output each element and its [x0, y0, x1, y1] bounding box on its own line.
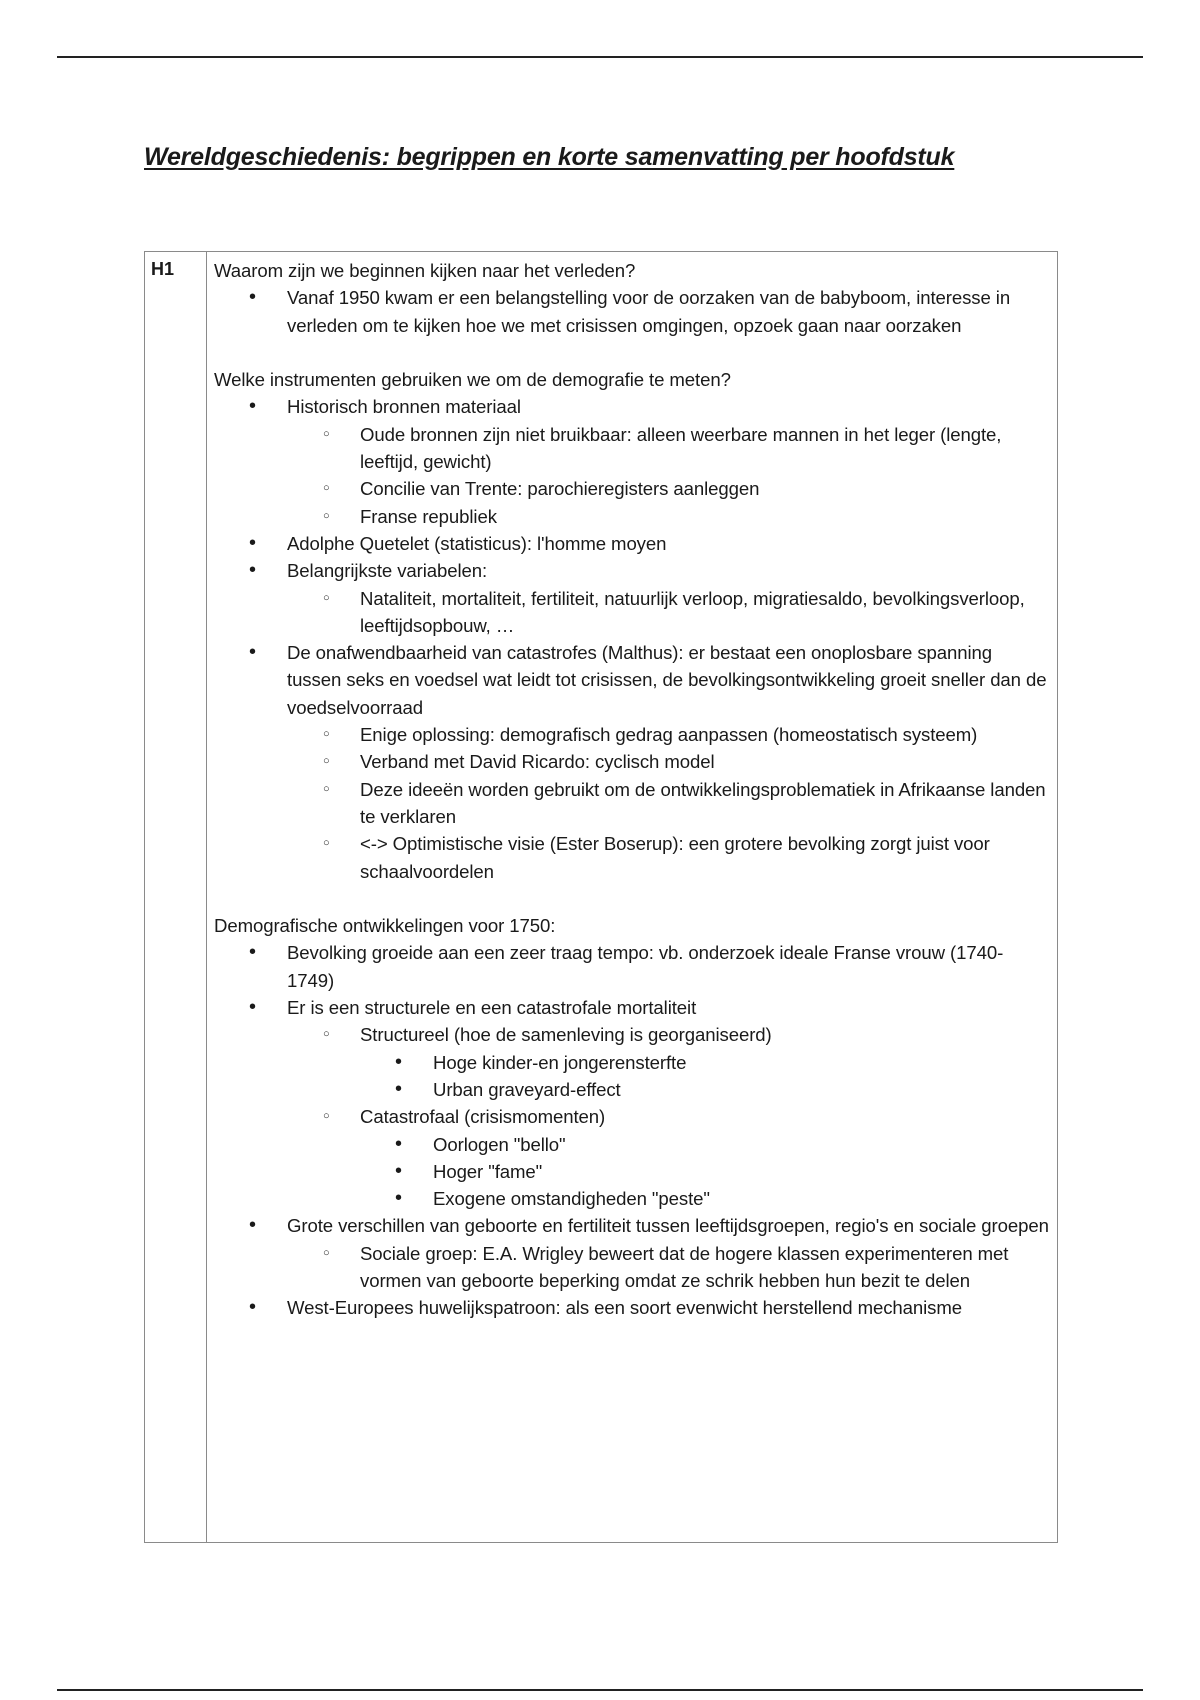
- sub-list-item: [287, 830, 1049, 885]
- sub-list-item-text: Verband met David Ricardo: cyclisch model: [360, 751, 715, 773]
- sub-list-item: [287, 721, 1049, 748]
- sub-list-item: [287, 503, 1049, 530]
- sub-sub-list-item: [360, 1049, 1049, 1076]
- sub-sub-list-item-text: Urban graveyard-effect: [433, 1078, 621, 1100]
- sub-list-item-text: Concilie van Trente: parochieregisters aanleggen: [360, 478, 760, 500]
- section-spacer: [214, 885, 1049, 912]
- sub-sub-list-item-text: Oorlogen "bello": [433, 1133, 566, 1155]
- list-item-text: Er is een structurele en een catastrofale mortaliteit: [287, 997, 697, 1019]
- chapter-label: H1: [151, 259, 175, 279]
- list-item: [214, 557, 1049, 639]
- sub-list-item: [287, 1240, 1049, 1295]
- bullet-list: [214, 393, 1049, 884]
- list-item: [214, 1212, 1049, 1294]
- list-item: [214, 284, 1049, 339]
- sub-list-item: [287, 421, 1049, 476]
- sub-list: [287, 1021, 1049, 1212]
- sub-list: [287, 585, 1049, 640]
- list-item-text: West-Europees huwelijkspatroon: als een soort evenwicht herstellend mechanisme: [287, 1297, 963, 1319]
- sub-sub-list-item-text: Hoger "fame": [433, 1160, 543, 1182]
- section-spacer: [214, 339, 1049, 366]
- list-item-text: Bevolking groeide aan een zeer traag tempo: vb. onderzoek ideale Franse vrouw (1740-1749): [287, 942, 1004, 991]
- chapter-content-cell: [214, 257, 1049, 1322]
- sub-list-item: [287, 1021, 1049, 1103]
- section-question: Welke instrumenten gebruiken we om de demografie te meten?: [214, 369, 731, 391]
- sub-sub-list-item: [360, 1131, 1049, 1158]
- sub-sub-list: [360, 1049, 1049, 1104]
- list-item: [214, 393, 1049, 529]
- sub-sub-list-item-text: Hoge kinder-en jongerensterfte: [433, 1051, 687, 1073]
- bullet-list: [214, 939, 1049, 1321]
- list-item: [214, 1294, 1049, 1321]
- chapter-label-cell: [145, 252, 207, 1542]
- section-question: Demografische ontwikkelingen voor 1750:: [214, 915, 556, 937]
- sub-list: [287, 1240, 1049, 1295]
- chapter-table: [144, 251, 1058, 1543]
- sub-list: [287, 721, 1049, 885]
- sub-list-item-text: Oude bronnen zijn niet bruikbaar: alleen weerbare mannen in het leger (lengte, leeftijd, gewicht): [360, 423, 1002, 473]
- sub-sub-list-item: [360, 1158, 1049, 1185]
- section-question: Waarom zijn we beginnen kijken naar het verleden?: [214, 260, 636, 281]
- sub-sub-list: [360, 1131, 1049, 1213]
- list-item-text: Grote verschillen van geboorte en fertiliteit tussen leeftijdsgroepen, regio's en sociale groepen: [287, 1215, 1049, 1237]
- sub-sub-list-item: [360, 1076, 1049, 1103]
- sub-sub-list-item: [360, 1185, 1049, 1212]
- bullet-list: [214, 284, 1049, 339]
- list-item-text: Belangrijkste variabelen:: [287, 560, 488, 582]
- sub-list-item: [287, 776, 1049, 831]
- sub-list-item: [287, 585, 1049, 640]
- sub-list-item-text: Sociale groep: E.A. Wrigley beweert dat de hogere klassen experimenteren met vormen van geboorte beperking omdat ze schrik hebben hun bezit te delen: [360, 1242, 1009, 1291]
- list-item: [214, 994, 1049, 1212]
- list-item-text: Historisch bronnen materiaal: [287, 396, 521, 418]
- sub-list-item: [287, 475, 1049, 502]
- header-rule: [57, 56, 1143, 58]
- sub-list-item-text: Franse republiek: [360, 505, 497, 527]
- sub-list-item: [287, 1103, 1049, 1212]
- list-item-text: Adolphe Quetelet (statisticus): l'homme moyen: [287, 532, 667, 554]
- footer-rule: [57, 1689, 1143, 1691]
- sub-list-item: [287, 748, 1049, 775]
- sub-list-item-text: <-> Optimistische visie (Ester Boserup): een grotere bevolking zorgt juist voor schaalvoordelen: [360, 833, 990, 882]
- sub-list-item-text: Structureel (hoe de samenleving is georganiseerd): [360, 1024, 772, 1046]
- sub-list-item-text: Deze ideeën worden gebruikt om de ontwikkelingsproblematiek in Afrikaanse landen te verklaren: [360, 778, 1046, 827]
- list-item: [214, 639, 1049, 885]
- list-item: [214, 530, 1049, 557]
- sub-list-item-text: Nataliteit, mortaliteit, fertiliteit, natuurlijk verloop, migratiesaldo, bevolkingsverloop, leeftijdsopbouw, …: [360, 587, 1025, 636]
- list-item-text: De onafwendbaarheid van catastrofes (Malthus): er bestaat een onoplosbare spanning tussen seks en voedsel wat leidt tot crisissen, de bevolkingsontwikkeling groeit sneller dan de voedselvoorraad: [287, 642, 1047, 718]
- sub-list: [287, 421, 1049, 530]
- list-item-text: Vanaf 1950 kwam er een belangstelling voor de oorzaken van de babyboom, interesse in verleden om te kijken hoe we met crisissen omgingen, opzoek gaan naar oorzaken: [287, 287, 1011, 336]
- document-title: Wereldgeschiedenis: begrippen en korte samenvatting per hoofdstuk: [144, 143, 955, 171]
- sub-list-item-text: Catastrofaal (crisismomenten): [360, 1106, 606, 1128]
- sub-list-item-text: Enige oplossing: demografisch gedrag aanpassen (homeostatisch systeem): [360, 724, 978, 746]
- sub-sub-list-item-text: Exogene omstandigheden "peste": [433, 1188, 710, 1210]
- list-item: [214, 939, 1049, 994]
